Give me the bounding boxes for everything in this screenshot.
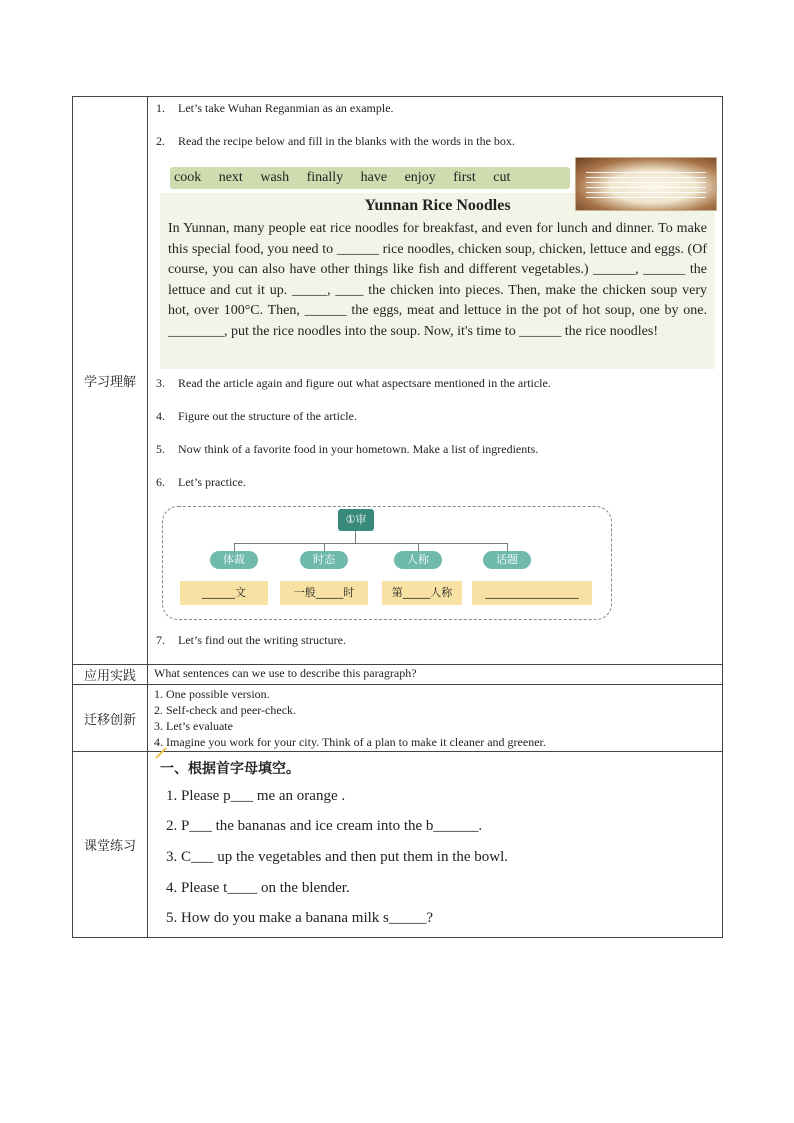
recipe-title: Yunnan Rice Noodles	[364, 197, 511, 214]
word-item: have	[360, 170, 388, 185]
practice-block	[148, 752, 722, 937]
transfer-item: 2. Self-check and peer-check.	[154, 703, 297, 717]
exercise-content	[148, 752, 723, 938]
step-5: 5. Now think of a favorite food in your hometown. Make a list of ingredients.	[156, 442, 539, 456]
question-4: 4. Please t____ on the blender.	[166, 880, 350, 896]
fill-genre: ______文	[180, 581, 268, 605]
question-1: 1. Please p___ me an orange .	[166, 788, 346, 804]
word-box	[170, 167, 570, 189]
label-application: 应用实践	[73, 665, 148, 685]
step-1: 1. Let’s take Wuhan Reganmian as an example.	[156, 101, 394, 115]
fill-topic: _________________	[472, 581, 592, 605]
word-item: next	[218, 170, 243, 185]
word-item: enjoy	[404, 170, 436, 185]
word-item: wash	[260, 170, 290, 185]
word-item: finally	[306, 170, 344, 185]
word-item: cook	[174, 170, 202, 185]
recipe-card	[160, 193, 715, 369]
connector	[234, 543, 235, 551]
mindmap-root: ①审	[338, 509, 374, 531]
recipe-block	[148, 165, 722, 374]
word-item: first	[453, 170, 476, 185]
transfer-item: 1. One possible version.	[154, 687, 270, 701]
row-understanding	[73, 97, 723, 665]
step-6: 6. Let’s practice.	[156, 475, 246, 489]
noodles-photo	[575, 157, 717, 211]
word-item: cut	[493, 170, 511, 185]
transfer-content	[148, 685, 723, 752]
row-exercise	[73, 752, 723, 938]
exercise-title: 一、根据首字母填空。	[160, 761, 300, 777]
connector	[355, 531, 356, 543]
application-text: What sentences can we use to describe this paragraph?	[148, 665, 723, 685]
connector	[324, 543, 325, 551]
connector	[234, 543, 508, 544]
structure-mindmap	[148, 499, 722, 631]
label-transfer: 迁移创新	[73, 685, 148, 752]
mindmap-node-tense: 时态	[300, 551, 348, 569]
fill-tense: 一般_____时	[280, 581, 368, 605]
label-exercise: 课堂练习	[73, 752, 148, 938]
step-4: 4. Figure out the structure of the article.	[156, 409, 357, 423]
mindmap-node-person: 人称	[394, 551, 442, 569]
row-transfer	[73, 685, 723, 752]
connector	[507, 543, 508, 551]
mindmap-node-genre: 体裁	[210, 551, 258, 569]
question-5: 5. How do you make a banana milk s_____?	[166, 910, 434, 926]
understanding-content	[148, 97, 723, 665]
transfer-item: 4. Imagine you work for your city. Think of a plan to make it cleaner and greener.	[154, 735, 546, 749]
row-application	[73, 665, 723, 685]
label-understanding: 学习理解	[73, 97, 148, 665]
fill-person: 第_____人称	[382, 581, 462, 605]
step-3: 3. Read the article again and figure out what aspectsare mentioned in the article.	[156, 376, 551, 390]
transfer-item: 3. Let’s evaluate	[154, 719, 233, 733]
connector	[418, 543, 419, 551]
lesson-table	[72, 96, 723, 938]
question-2: 2. P___ the bananas and ice cream into the b______.	[166, 818, 483, 834]
step-7: 7. Let’s find out the writing structure.	[156, 633, 346, 647]
step-2: 2. Read the recipe below and fill in the blanks with the words in the box.	[156, 134, 515, 148]
mindmap-node-topic: 话题	[483, 551, 531, 569]
recipe-text: In Yunnan, many people eat rice noodles for breakfast, and even for lunch and dinner. To make this special food, you need to ______ rice noodles, chicken soup, chicken, lettuce and eggs. (Of course, you can also have other things like fish and different vegetables.) ______, ______ the lettuce and cut it up. _____, ____ the chicken into pieces. Then, make the chicken soup very hot, over 100°C. Then, ______ the eggs, meat and lettuce in the pot of hot soup, one by one. ________, put the rice noodles into the soup. Now, it's time to ______ the rice noodles!	[168, 221, 707, 339]
question-3: 3. C___ up the vegetables and then put them in the bowl.	[166, 849, 509, 865]
